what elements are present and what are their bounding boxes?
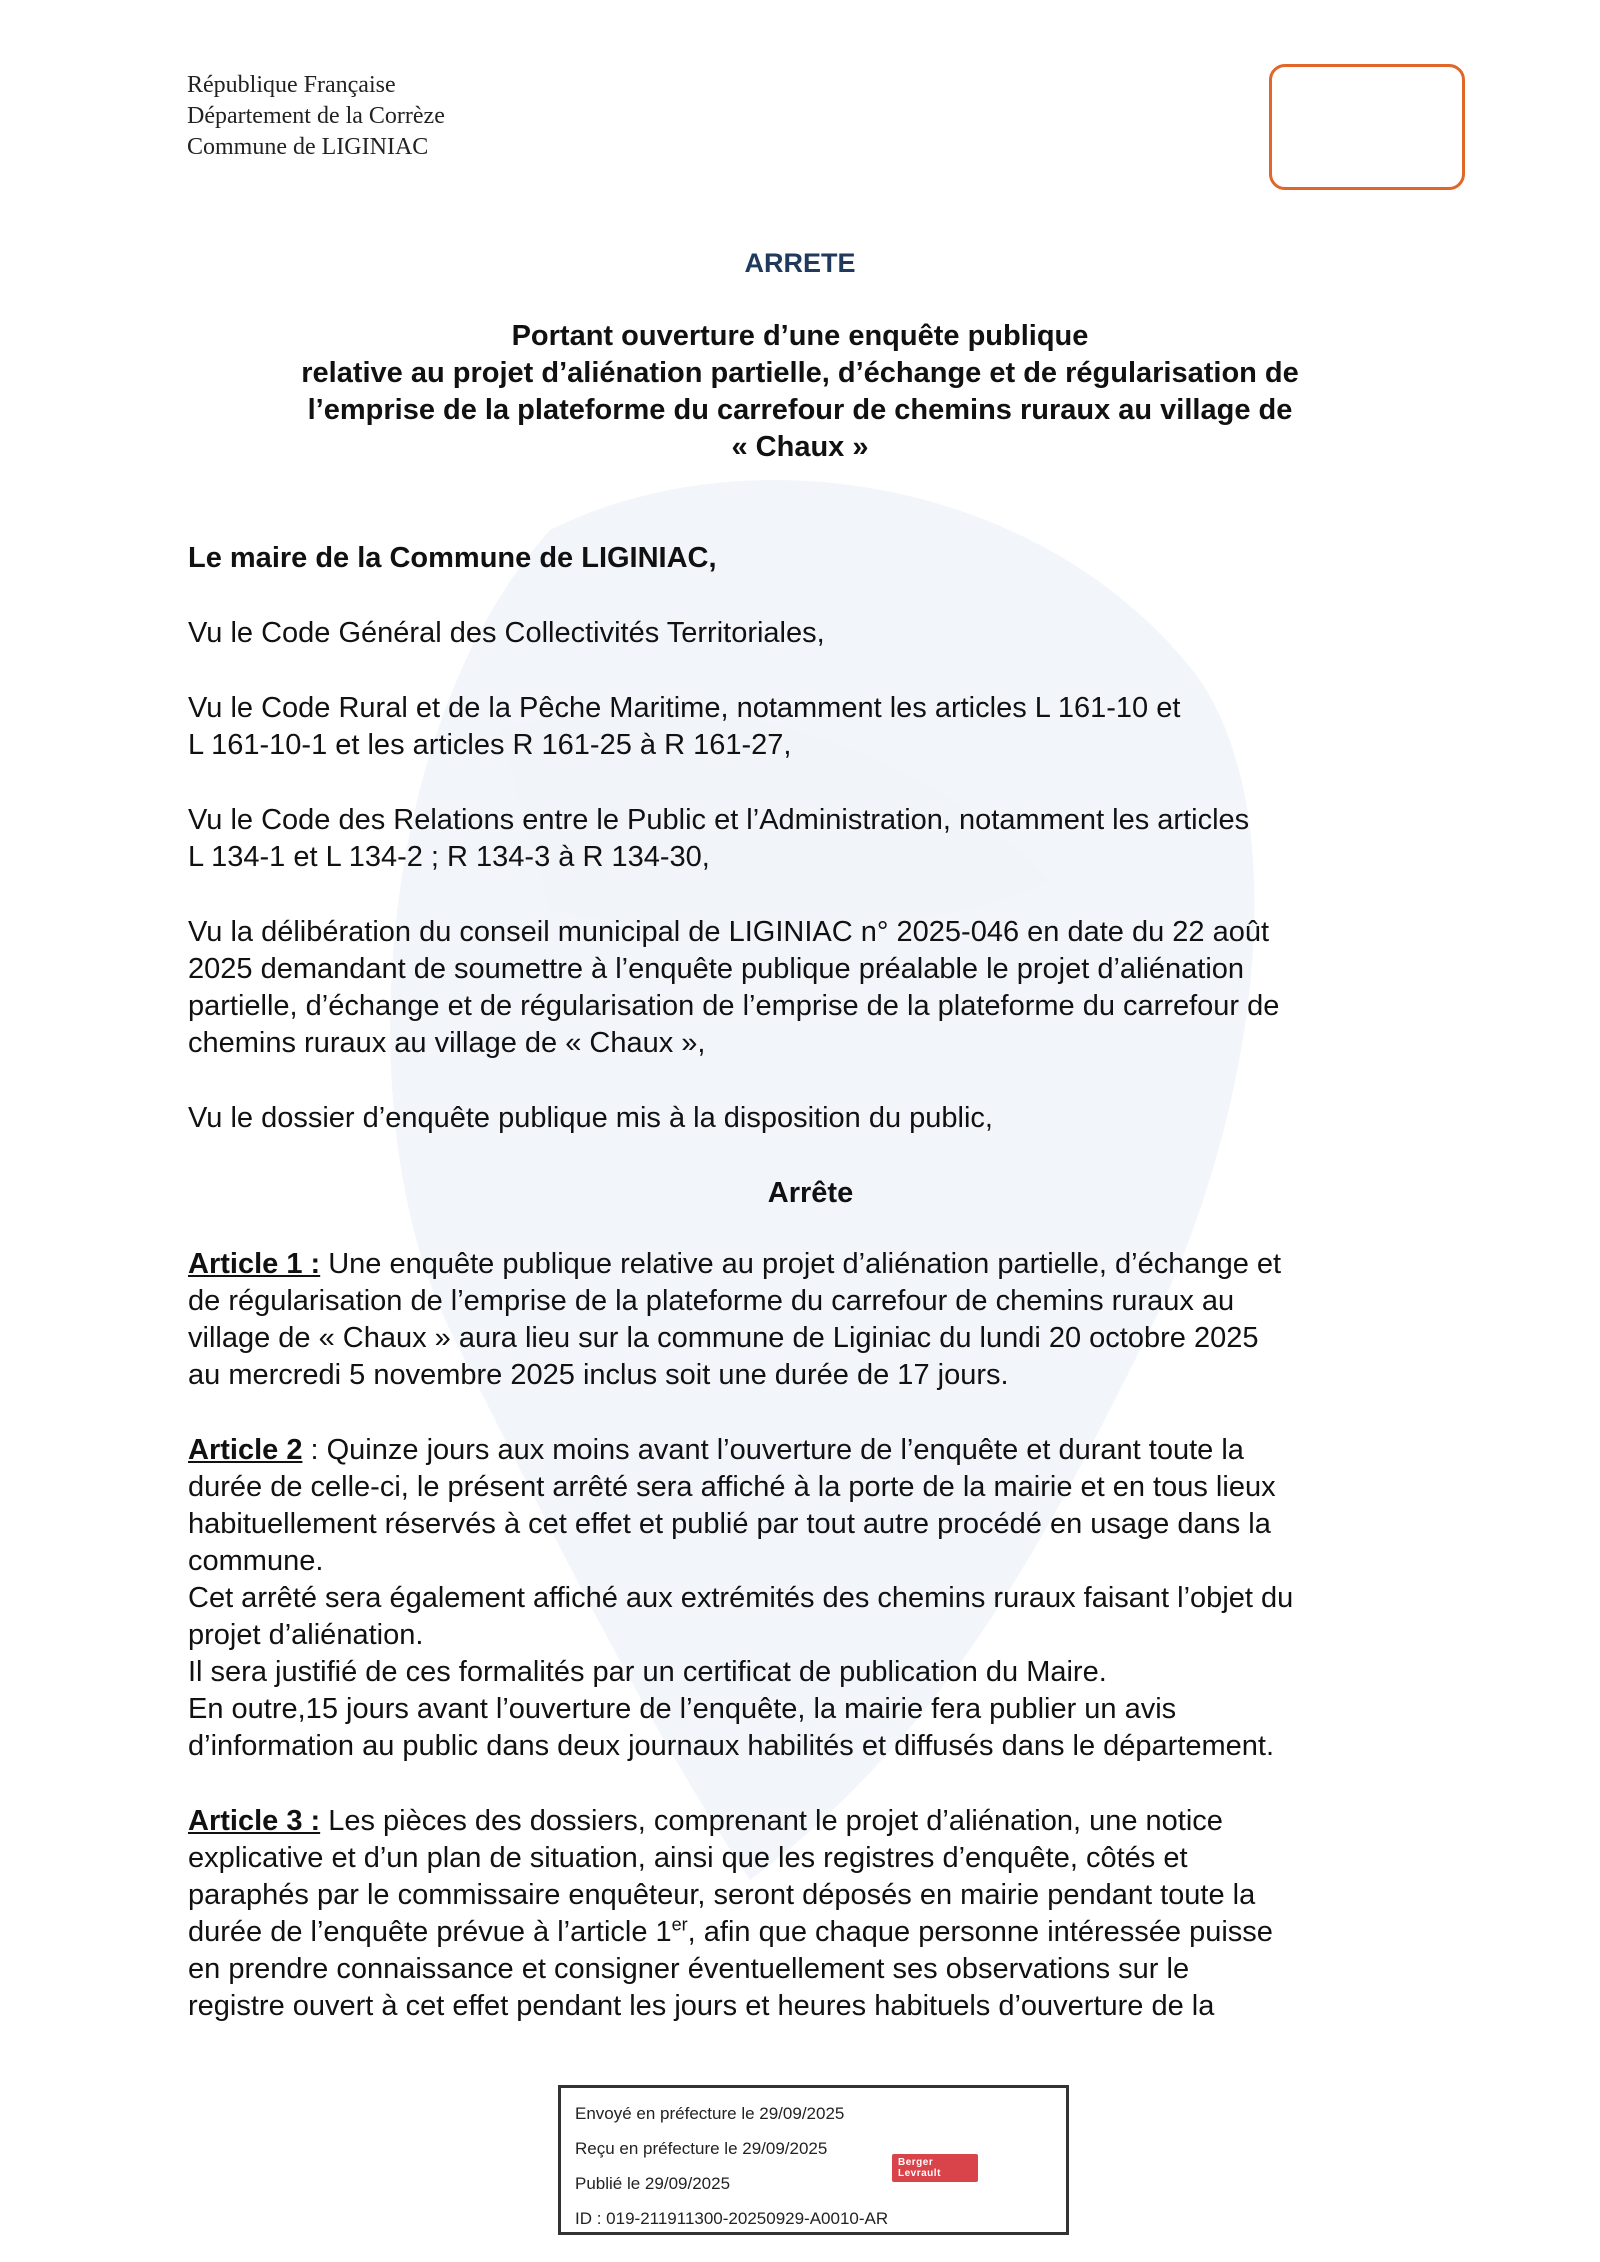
- consideration-line: Vu le Code des Relations entre le Public et l’Administration, notamment les articles: [188, 804, 1250, 836]
- receipt-sent: Envoyé en préfecture le 29/09/2025: [575, 2104, 845, 2123]
- article-line: registre ouvert à cet effet pendant les jours et heures habituels d’ouverture de la: [188, 1990, 1215, 2022]
- ordinal-superscript: er: [671, 1914, 688, 1935]
- article-line: , afin que chaque personne intéressée puisse: [687, 1916, 1273, 1948]
- receipt-published: Publié le 29/09/2025: [575, 2174, 731, 2193]
- consideration-line: L 134-1 et L 134-2 ; R 134-3 à R 134-30,: [188, 841, 710, 873]
- document-body: [188, 540, 1413, 2063]
- consideration-crpa: [188, 802, 1413, 876]
- consideration-line: L 161-10-1 et les articles R 161-25 à R 161-27,: [188, 729, 792, 761]
- article-line: de régularisation de l’emprise de la plateforme du carrefour de chemins ruraux au: [188, 1285, 1235, 1317]
- document-title: ARRETE: [744, 248, 856, 278]
- article-line: Une enquête publique relative au projet d’aliénation partielle, d’échange et: [320, 1248, 1282, 1280]
- article-line: Cet arrêté sera également affiché aux extrémités des chemins ruraux faisant l’objet du: [188, 1582, 1294, 1614]
- consideration-line: Vu le Code Général des Collectivités Territoriales,: [188, 617, 825, 649]
- consideration-line: Vu le dossier d’enquête publique mis à la disposition du public,: [188, 1102, 993, 1134]
- consideration-line: chemins ruraux au village de « Chaux »,: [188, 1027, 706, 1059]
- article-line: projet d’aliénation.: [188, 1619, 424, 1651]
- subtitle-line: « Chaux »: [731, 431, 869, 463]
- article-line: au mercredi 5 novembre 2025 inclus soit une durée de 17 jours.: [188, 1359, 1009, 1391]
- article-line: commune.: [188, 1545, 324, 1577]
- article-line: habituellement réservés à cet effet et publié par tout autre procédé en usage dans la: [188, 1508, 1271, 1540]
- subtitle-line: l’emprise de la plateforme du carrefour de chemins ruraux au village de: [307, 394, 1293, 426]
- consideration-line: Vu le Code Rural et de la Pêche Maritime, notamment les articles L 161-10 et: [188, 692, 1181, 724]
- prefecture-receipt-box: [558, 2085, 1069, 2235]
- article-2: [188, 1432, 1413, 1765]
- header-commune: Commune de LIGINIAC: [187, 134, 429, 160]
- receipt-id: ID : 019-211911300-20250929-A0010-AR: [575, 2209, 889, 2228]
- article-line: : Quinze jours aux moins avant l’ouverture de l’enquête et durant toute la: [302, 1434, 1244, 1466]
- article-2-label: Article 2: [188, 1434, 303, 1466]
- consideration-code-rural: [188, 690, 1413, 764]
- subtitle-line: Portant ouverture d’une enquête publique: [511, 320, 1089, 352]
- article-line: explicative et d’un plan de situation, ainsi que les registres d’enquête, côtés et: [188, 1842, 1188, 1874]
- berger-levrault-logo: Berger Levrault: [892, 2154, 978, 2182]
- issuer-header: [187, 70, 445, 163]
- consideration-line: partielle, d’échange et de régularisation de l’emprise de la plateforme du carrefour de: [188, 990, 1280, 1022]
- consideration-deliberation: [188, 914, 1413, 1062]
- receipt-received: Reçu en préfecture le 29/09/2025: [575, 2139, 828, 2158]
- article-1-label: Article 1 :: [188, 1248, 321, 1280]
- article-3-label: Article 3 :: [188, 1805, 321, 1837]
- document-subtitle: [200, 318, 1400, 466]
- consideration-dossier: [188, 1100, 1413, 1137]
- subtitle-line: relative au projet d’aliénation partielle, d’échange et de régularisation de: [301, 357, 1299, 389]
- mayor-heading: Le maire de la Commune de LIGINIAC,: [188, 542, 717, 574]
- article-line: en prendre connaissance et consigner éventuellement ses observations sur le: [188, 1953, 1190, 1985]
- header-department: Département de la Corrèze: [187, 103, 445, 129]
- article-line: Les pièces des dossiers, comprenant le projet d’aliénation, une notice: [320, 1805, 1223, 1837]
- article-3: [188, 1803, 1413, 2025]
- consideration-cgct: [188, 615, 1413, 652]
- header-country: République Française: [187, 72, 396, 98]
- article-line: village de « Chaux » aura lieu sur la commune de Liginiac du lundi 20 octobre 2025: [188, 1322, 1259, 1354]
- article-1: [188, 1246, 1413, 1394]
- article-line: d’information au public dans deux journaux habilités et diffusés dans le département.: [188, 1730, 1275, 1762]
- article-line: paraphés par le commissaire enquêteur, seront déposés en mairie pendant toute la: [188, 1879, 1256, 1911]
- decree-heading: Arrête: [767, 1177, 854, 1209]
- article-line: durée de celle-ci, le présent arrêté sera affiché à la porte de la mairie et en tous lieux: [188, 1471, 1276, 1503]
- stamp-box: [1269, 64, 1465, 190]
- article-line: durée de l’enquête prévue à l’article 1: [188, 1916, 672, 1948]
- article-line: En outre,15 jours avant l’ouverture de l’enquête, la mairie fera publier un avis: [188, 1693, 1177, 1725]
- consideration-line: Vu la délibération du conseil municipal de LIGINIAC n° 2025-046 en date du 22 août: [188, 916, 1270, 948]
- article-line: Il sera justifié de ces formalités par un certificat de publication du Maire.: [188, 1656, 1107, 1688]
- consideration-line: 2025 demandant de soumettre à l’enquête publique préalable le projet d’aliénation: [188, 953, 1245, 985]
